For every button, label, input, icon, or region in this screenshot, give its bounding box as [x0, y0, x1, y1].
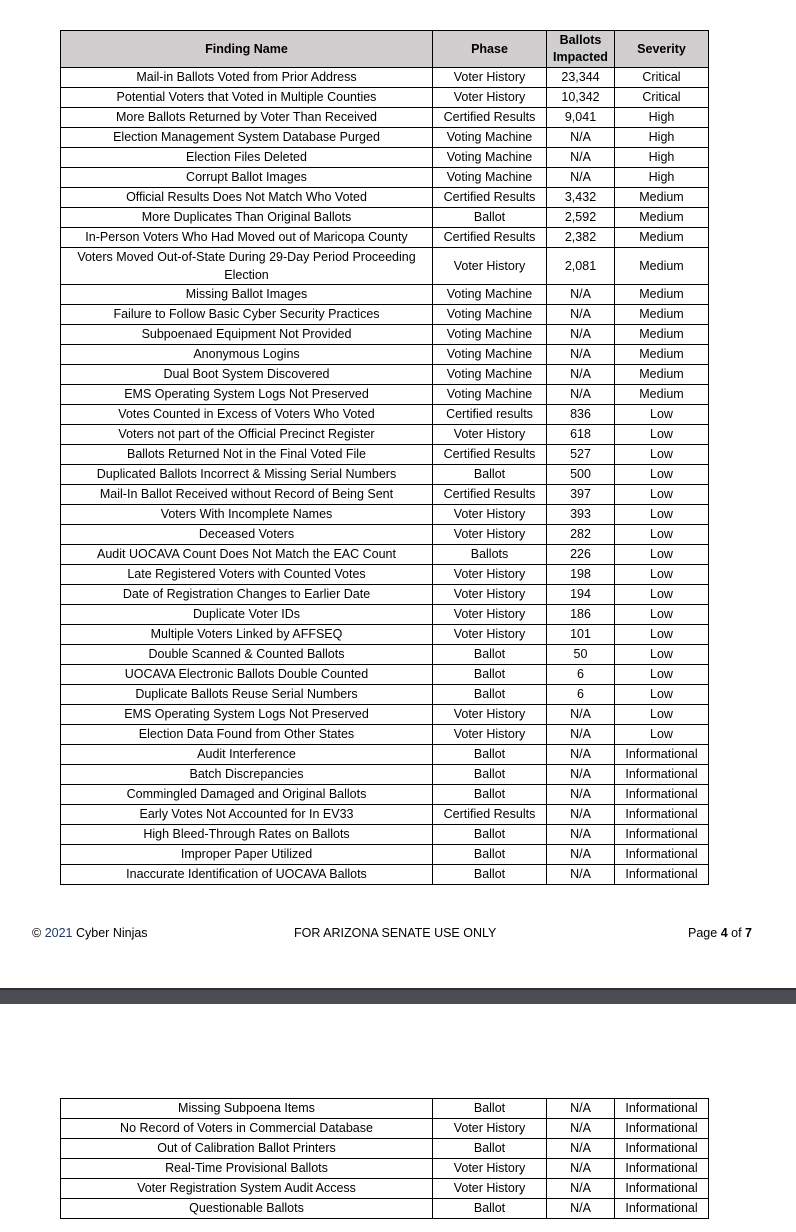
- phase-cell: Certified Results: [433, 485, 547, 505]
- table-row: [61, 545, 709, 565]
- phase-cell: Ballot: [433, 845, 547, 865]
- ballots-impacted-cell: 198: [547, 565, 615, 585]
- ballots-impacted-cell: N/A: [547, 825, 615, 845]
- findings-table-body: [61, 68, 709, 885]
- finding-name-cell: Voters not part of the Official Precinct Register: [61, 425, 433, 445]
- severity-cell: High: [615, 108, 709, 128]
- table-row: [61, 705, 709, 725]
- page-of: of: [731, 926, 742, 940]
- severity-cell: Medium: [615, 188, 709, 208]
- finding-name-cell: Missing Subpoena Items: [61, 1099, 433, 1119]
- page-footer: [32, 926, 752, 942]
- table-row: [61, 68, 709, 88]
- table-row: [61, 285, 709, 305]
- phase-cell: Voter History: [433, 705, 547, 725]
- phase-cell: Voter History: [433, 625, 547, 645]
- phase-cell: Voting Machine: [433, 305, 547, 325]
- table-row: [61, 1139, 709, 1159]
- phase-cell: Voter History: [433, 88, 547, 108]
- finding-name-cell: Votes Counted in Excess of Voters Who Voted: [61, 405, 433, 425]
- ballots-impacted-cell: N/A: [547, 128, 615, 148]
- severity-cell: Low: [615, 685, 709, 705]
- ballots-impacted-cell: 194: [547, 585, 615, 605]
- phase-cell: Voter History: [433, 565, 547, 585]
- severity-cell: Medium: [615, 248, 709, 285]
- ballots-impacted-cell: 9,041: [547, 108, 615, 128]
- ballots-impacted-cell: N/A: [547, 1179, 615, 1199]
- finding-name-cell: Mail-In Ballot Received without Record of Being Sent: [61, 485, 433, 505]
- ballots-impacted-cell: N/A: [547, 745, 615, 765]
- table-row: [61, 785, 709, 805]
- findings-table-header: [61, 31, 709, 68]
- severity-cell: Medium: [615, 365, 709, 385]
- findings-table: [60, 30, 709, 885]
- severity-cell: Low: [615, 425, 709, 445]
- table-row: [61, 128, 709, 148]
- phase-cell: Voting Machine: [433, 365, 547, 385]
- severity-cell: Low: [615, 705, 709, 725]
- findings-table-continued: [60, 1098, 709, 1219]
- finding-name-cell: Election Files Deleted: [61, 148, 433, 168]
- table-row: [61, 865, 709, 885]
- table-row: [61, 1099, 709, 1119]
- severity-cell: Low: [615, 545, 709, 565]
- ballots-impacted-cell: N/A: [547, 1159, 615, 1179]
- phase-cell: Ballot: [433, 825, 547, 845]
- table-row: [61, 565, 709, 585]
- finding-name-cell: Duplicate Ballots Reuse Serial Numbers: [61, 685, 433, 705]
- header-phase: Phase: [433, 31, 547, 68]
- severity-cell: Informational: [615, 745, 709, 765]
- ballots-impacted-cell: 186: [547, 605, 615, 625]
- table-row: [61, 1119, 709, 1139]
- ballots-impacted-cell: 226: [547, 545, 615, 565]
- severity-cell: Informational: [615, 765, 709, 785]
- severity-cell: Informational: [615, 1159, 709, 1179]
- ballots-impacted-cell: N/A: [547, 1139, 615, 1159]
- finding-name-cell: Missing Ballot Images: [61, 285, 433, 305]
- severity-cell: Low: [615, 645, 709, 665]
- phase-cell: Voter History: [433, 605, 547, 625]
- severity-cell: High: [615, 148, 709, 168]
- severity-cell: Critical: [615, 88, 709, 108]
- table-row: [61, 605, 709, 625]
- ballots-impacted-cell: N/A: [547, 785, 615, 805]
- table-row: [61, 1179, 709, 1199]
- page-word: Page: [688, 926, 718, 940]
- phase-cell: Certified results: [433, 405, 547, 425]
- header-ballots-impacted: Ballots Impacted: [547, 31, 615, 68]
- table-row: [61, 1199, 709, 1219]
- phase-cell: Voter History: [433, 425, 547, 445]
- phase-cell: Voting Machine: [433, 285, 547, 305]
- finding-name-cell: Duplicated Ballots Incorrect & Missing Serial Numbers: [61, 465, 433, 485]
- finding-name-cell: EMS Operating System Logs Not Preserved: [61, 385, 433, 405]
- severity-cell: Informational: [615, 805, 709, 825]
- table-row: [61, 345, 709, 365]
- phase-cell: Voter History: [433, 1159, 547, 1179]
- ballots-impacted-cell: N/A: [547, 1119, 615, 1139]
- table-row: [61, 505, 709, 525]
- phase-cell: Ballot: [433, 765, 547, 785]
- ballots-impacted-cell: 393: [547, 505, 615, 525]
- table-row: [61, 248, 709, 285]
- severity-cell: Medium: [615, 285, 709, 305]
- table-row: [61, 188, 709, 208]
- finding-name-cell: Audit UOCAVA Count Does Not Match the EAC Count: [61, 545, 433, 565]
- finding-name-cell: Voter Registration System Audit Access: [61, 1179, 433, 1199]
- phase-cell: Certified Results: [433, 188, 547, 208]
- finding-name-cell: Audit Interference: [61, 745, 433, 765]
- finding-name-cell: Improper Paper Utilized: [61, 845, 433, 865]
- ballots-impacted-cell: 500: [547, 465, 615, 485]
- table-row: [61, 725, 709, 745]
- findings-table-continued-body: [61, 1099, 709, 1219]
- copyright-notice: [32, 926, 148, 940]
- severity-cell: Informational: [615, 785, 709, 805]
- severity-cell: Low: [615, 585, 709, 605]
- finding-name-cell: Inaccurate Identification of UOCAVA Ballots: [61, 865, 433, 885]
- severity-cell: Informational: [615, 1199, 709, 1219]
- finding-name-cell: In-Person Voters Who Had Moved out of Maricopa County: [61, 228, 433, 248]
- ballots-impacted-cell: N/A: [547, 168, 615, 188]
- finding-name-cell: Failure to Follow Basic Cyber Security Practices: [61, 305, 433, 325]
- finding-name-cell: Mail-in Ballots Voted from Prior Address: [61, 68, 433, 88]
- severity-cell: Informational: [615, 1179, 709, 1199]
- copyright-symbol: ©: [32, 926, 42, 940]
- ballots-impacted-cell: N/A: [547, 1099, 615, 1119]
- ballots-impacted-cell: N/A: [547, 725, 615, 745]
- finding-name-cell: No Record of Voters in Commercial Database: [61, 1119, 433, 1139]
- finding-name-cell: Official Results Does Not Match Who Voted: [61, 188, 433, 208]
- page-number: [688, 926, 752, 940]
- table-row: [61, 765, 709, 785]
- ballots-impacted-cell: 23,344: [547, 68, 615, 88]
- phase-cell: Voter History: [433, 1179, 547, 1199]
- phase-cell: Certified Results: [433, 108, 547, 128]
- severity-cell: Low: [615, 665, 709, 685]
- table-row: [61, 525, 709, 545]
- table-row: [61, 385, 709, 405]
- finding-name-cell: More Ballots Returned by Voter Than Received: [61, 108, 433, 128]
- finding-name-cell: High Bleed-Through Rates on Ballots: [61, 825, 433, 845]
- finding-name-cell: Deceased Voters: [61, 525, 433, 545]
- ballots-impacted-cell: 527: [547, 445, 615, 465]
- phase-cell: Voter History: [433, 68, 547, 88]
- copyright-year: 2021: [44, 926, 73, 940]
- severity-cell: Informational: [615, 1119, 709, 1139]
- ballots-impacted-cell: N/A: [547, 305, 615, 325]
- finding-name-cell: Election Management System Database Purged: [61, 128, 433, 148]
- finding-name-cell: Voters Moved Out-of-State During 29-Day Period Proceeding Election: [61, 248, 433, 285]
- finding-name-cell: Double Scanned & Counted Ballots: [61, 645, 433, 665]
- ballots-impacted-cell: N/A: [547, 1199, 615, 1219]
- phase-cell: Ballot: [433, 865, 547, 885]
- phase-cell: Voter History: [433, 585, 547, 605]
- severity-cell: Low: [615, 485, 709, 505]
- phase-cell: Ballot: [433, 645, 547, 665]
- finding-name-cell: Out of Calibration Ballot Printers: [61, 1139, 433, 1159]
- severity-cell: Medium: [615, 228, 709, 248]
- ballots-impacted-cell: N/A: [547, 365, 615, 385]
- finding-name-cell: UOCAVA Electronic Ballots Double Counted: [61, 665, 433, 685]
- severity-cell: Low: [615, 725, 709, 745]
- table-row: [61, 1159, 709, 1179]
- table-row: [61, 148, 709, 168]
- phase-cell: Ballot: [433, 665, 547, 685]
- phase-cell: Voting Machine: [433, 345, 547, 365]
- ballots-impacted-cell: 2,081: [547, 248, 615, 285]
- finding-name-cell: Late Registered Voters with Counted Votes: [61, 565, 433, 585]
- ballots-impacted-cell: 6: [547, 665, 615, 685]
- severity-cell: Medium: [615, 305, 709, 325]
- ballots-impacted-cell: N/A: [547, 285, 615, 305]
- table-row: [61, 445, 709, 465]
- phase-cell: Ballot: [433, 1139, 547, 1159]
- severity-cell: Low: [615, 605, 709, 625]
- ballots-impacted-cell: 836: [547, 405, 615, 425]
- ballots-impacted-cell: N/A: [547, 345, 615, 365]
- finding-name-cell: Early Votes Not Accounted for In EV33: [61, 805, 433, 825]
- table-row: [61, 485, 709, 505]
- severity-cell: Medium: [615, 345, 709, 365]
- phase-cell: Voting Machine: [433, 148, 547, 168]
- table-row: [61, 825, 709, 845]
- phase-cell: Voting Machine: [433, 168, 547, 188]
- usage-notice: FOR ARIZONA SENATE USE ONLY: [294, 926, 497, 940]
- table-row: [61, 845, 709, 865]
- table-row: [61, 108, 709, 128]
- finding-name-cell: Date of Registration Changes to Earlier Date: [61, 585, 433, 605]
- ballots-impacted-cell: 10,342: [547, 88, 615, 108]
- phase-cell: Voter History: [433, 505, 547, 525]
- header-severity: Severity: [615, 31, 709, 68]
- page-separator: [0, 988, 796, 1004]
- page-current: 4: [720, 926, 728, 940]
- table-row: [61, 465, 709, 485]
- finding-name-cell: Voters With Incomplete Names: [61, 505, 433, 525]
- ballots-impacted-cell: N/A: [547, 325, 615, 345]
- ballots-impacted-cell: 282: [547, 525, 615, 545]
- phase-cell: Voter History: [433, 725, 547, 745]
- phase-cell: Certified Results: [433, 445, 547, 465]
- severity-cell: High: [615, 128, 709, 148]
- finding-name-cell: Dual Boot System Discovered: [61, 365, 433, 385]
- table-row: [61, 168, 709, 188]
- phase-cell: Certified Results: [433, 805, 547, 825]
- company-name: Cyber Ninjas: [76, 926, 148, 940]
- table-row: [61, 88, 709, 108]
- table-row: [61, 625, 709, 645]
- table-row: [61, 425, 709, 445]
- table-row: [61, 745, 709, 765]
- phase-cell: Ballot: [433, 745, 547, 765]
- table-row: [61, 685, 709, 705]
- finding-name-cell: Questionable Ballots: [61, 1199, 433, 1219]
- severity-cell: Informational: [615, 865, 709, 885]
- ballots-impacted-cell: N/A: [547, 148, 615, 168]
- phase-cell: Voting Machine: [433, 128, 547, 148]
- table-row: [61, 208, 709, 228]
- finding-name-cell: Commingled Damaged and Original Ballots: [61, 785, 433, 805]
- severity-cell: High: [615, 168, 709, 188]
- finding-name-cell: More Duplicates Than Original Ballots: [61, 208, 433, 228]
- finding-name-cell: Batch Discrepancies: [61, 765, 433, 785]
- table-row: [61, 365, 709, 385]
- header-finding-name: Finding Name: [61, 31, 433, 68]
- ballots-impacted-cell: N/A: [547, 805, 615, 825]
- ballots-impacted-cell: N/A: [547, 865, 615, 885]
- phase-cell: Voter History: [433, 248, 547, 285]
- ballots-impacted-cell: N/A: [547, 845, 615, 865]
- ballots-impacted-cell: 6: [547, 685, 615, 705]
- phase-cell: Ballot: [433, 685, 547, 705]
- severity-cell: Low: [615, 465, 709, 485]
- table-row: [61, 325, 709, 345]
- phase-cell: Voting Machine: [433, 325, 547, 345]
- severity-cell: Informational: [615, 1099, 709, 1119]
- finding-name-cell: Corrupt Ballot Images: [61, 168, 433, 188]
- finding-name-cell: EMS Operating System Logs Not Preserved: [61, 705, 433, 725]
- finding-name-cell: Real-Time Provisional Ballots: [61, 1159, 433, 1179]
- finding-name-cell: Election Data Found from Other States: [61, 725, 433, 745]
- ballots-impacted-cell: 101: [547, 625, 615, 645]
- finding-name-cell: Subpoenaed Equipment Not Provided: [61, 325, 433, 345]
- severity-cell: Informational: [615, 825, 709, 845]
- table-row: [61, 585, 709, 605]
- ballots-impacted-cell: N/A: [547, 705, 615, 725]
- severity-cell: Low: [615, 525, 709, 545]
- finding-name-cell: Multiple Voters Linked by AFFSEQ: [61, 625, 433, 645]
- severity-cell: Low: [615, 445, 709, 465]
- severity-cell: Critical: [615, 68, 709, 88]
- severity-cell: Medium: [615, 208, 709, 228]
- severity-cell: Low: [615, 505, 709, 525]
- ballots-impacted-cell: 2,382: [547, 228, 615, 248]
- phase-cell: Certified Results: [433, 228, 547, 248]
- ballots-impacted-cell: 618: [547, 425, 615, 445]
- finding-name-cell: Anonymous Logins: [61, 345, 433, 365]
- severity-cell: Informational: [615, 845, 709, 865]
- table-row: [61, 665, 709, 685]
- page-total: 7: [745, 926, 752, 940]
- severity-cell: Low: [615, 565, 709, 585]
- ballots-impacted-cell: 397: [547, 485, 615, 505]
- finding-name-cell: Duplicate Voter IDs: [61, 605, 433, 625]
- phase-cell: Ballot: [433, 208, 547, 228]
- table-row: [61, 405, 709, 425]
- finding-name-cell: Ballots Returned Not in the Final Voted File: [61, 445, 433, 465]
- table-row: [61, 805, 709, 825]
- phase-cell: Voter History: [433, 525, 547, 545]
- table-row: [61, 645, 709, 665]
- table-row: [61, 228, 709, 248]
- phase-cell: Ballot: [433, 1199, 547, 1219]
- ballots-impacted-cell: 50: [547, 645, 615, 665]
- table-row: [61, 305, 709, 325]
- phase-cell: Voting Machine: [433, 385, 547, 405]
- severity-cell: Low: [615, 625, 709, 645]
- ballots-impacted-cell: 2,592: [547, 208, 615, 228]
- finding-name-cell: Potential Voters that Voted in Multiple Counties: [61, 88, 433, 108]
- ballots-impacted-cell: N/A: [547, 385, 615, 405]
- phase-cell: Voter History: [433, 1119, 547, 1139]
- severity-cell: Medium: [615, 325, 709, 345]
- phase-cell: Ballot: [433, 465, 547, 485]
- ballots-impacted-cell: 3,432: [547, 188, 615, 208]
- ballots-impacted-cell: N/A: [547, 765, 615, 785]
- phase-cell: Ballots: [433, 545, 547, 565]
- severity-cell: Informational: [615, 1139, 709, 1159]
- phase-cell: Ballot: [433, 785, 547, 805]
- severity-cell: Low: [615, 405, 709, 425]
- severity-cell: Medium: [615, 385, 709, 405]
- phase-cell: Ballot: [433, 1099, 547, 1119]
